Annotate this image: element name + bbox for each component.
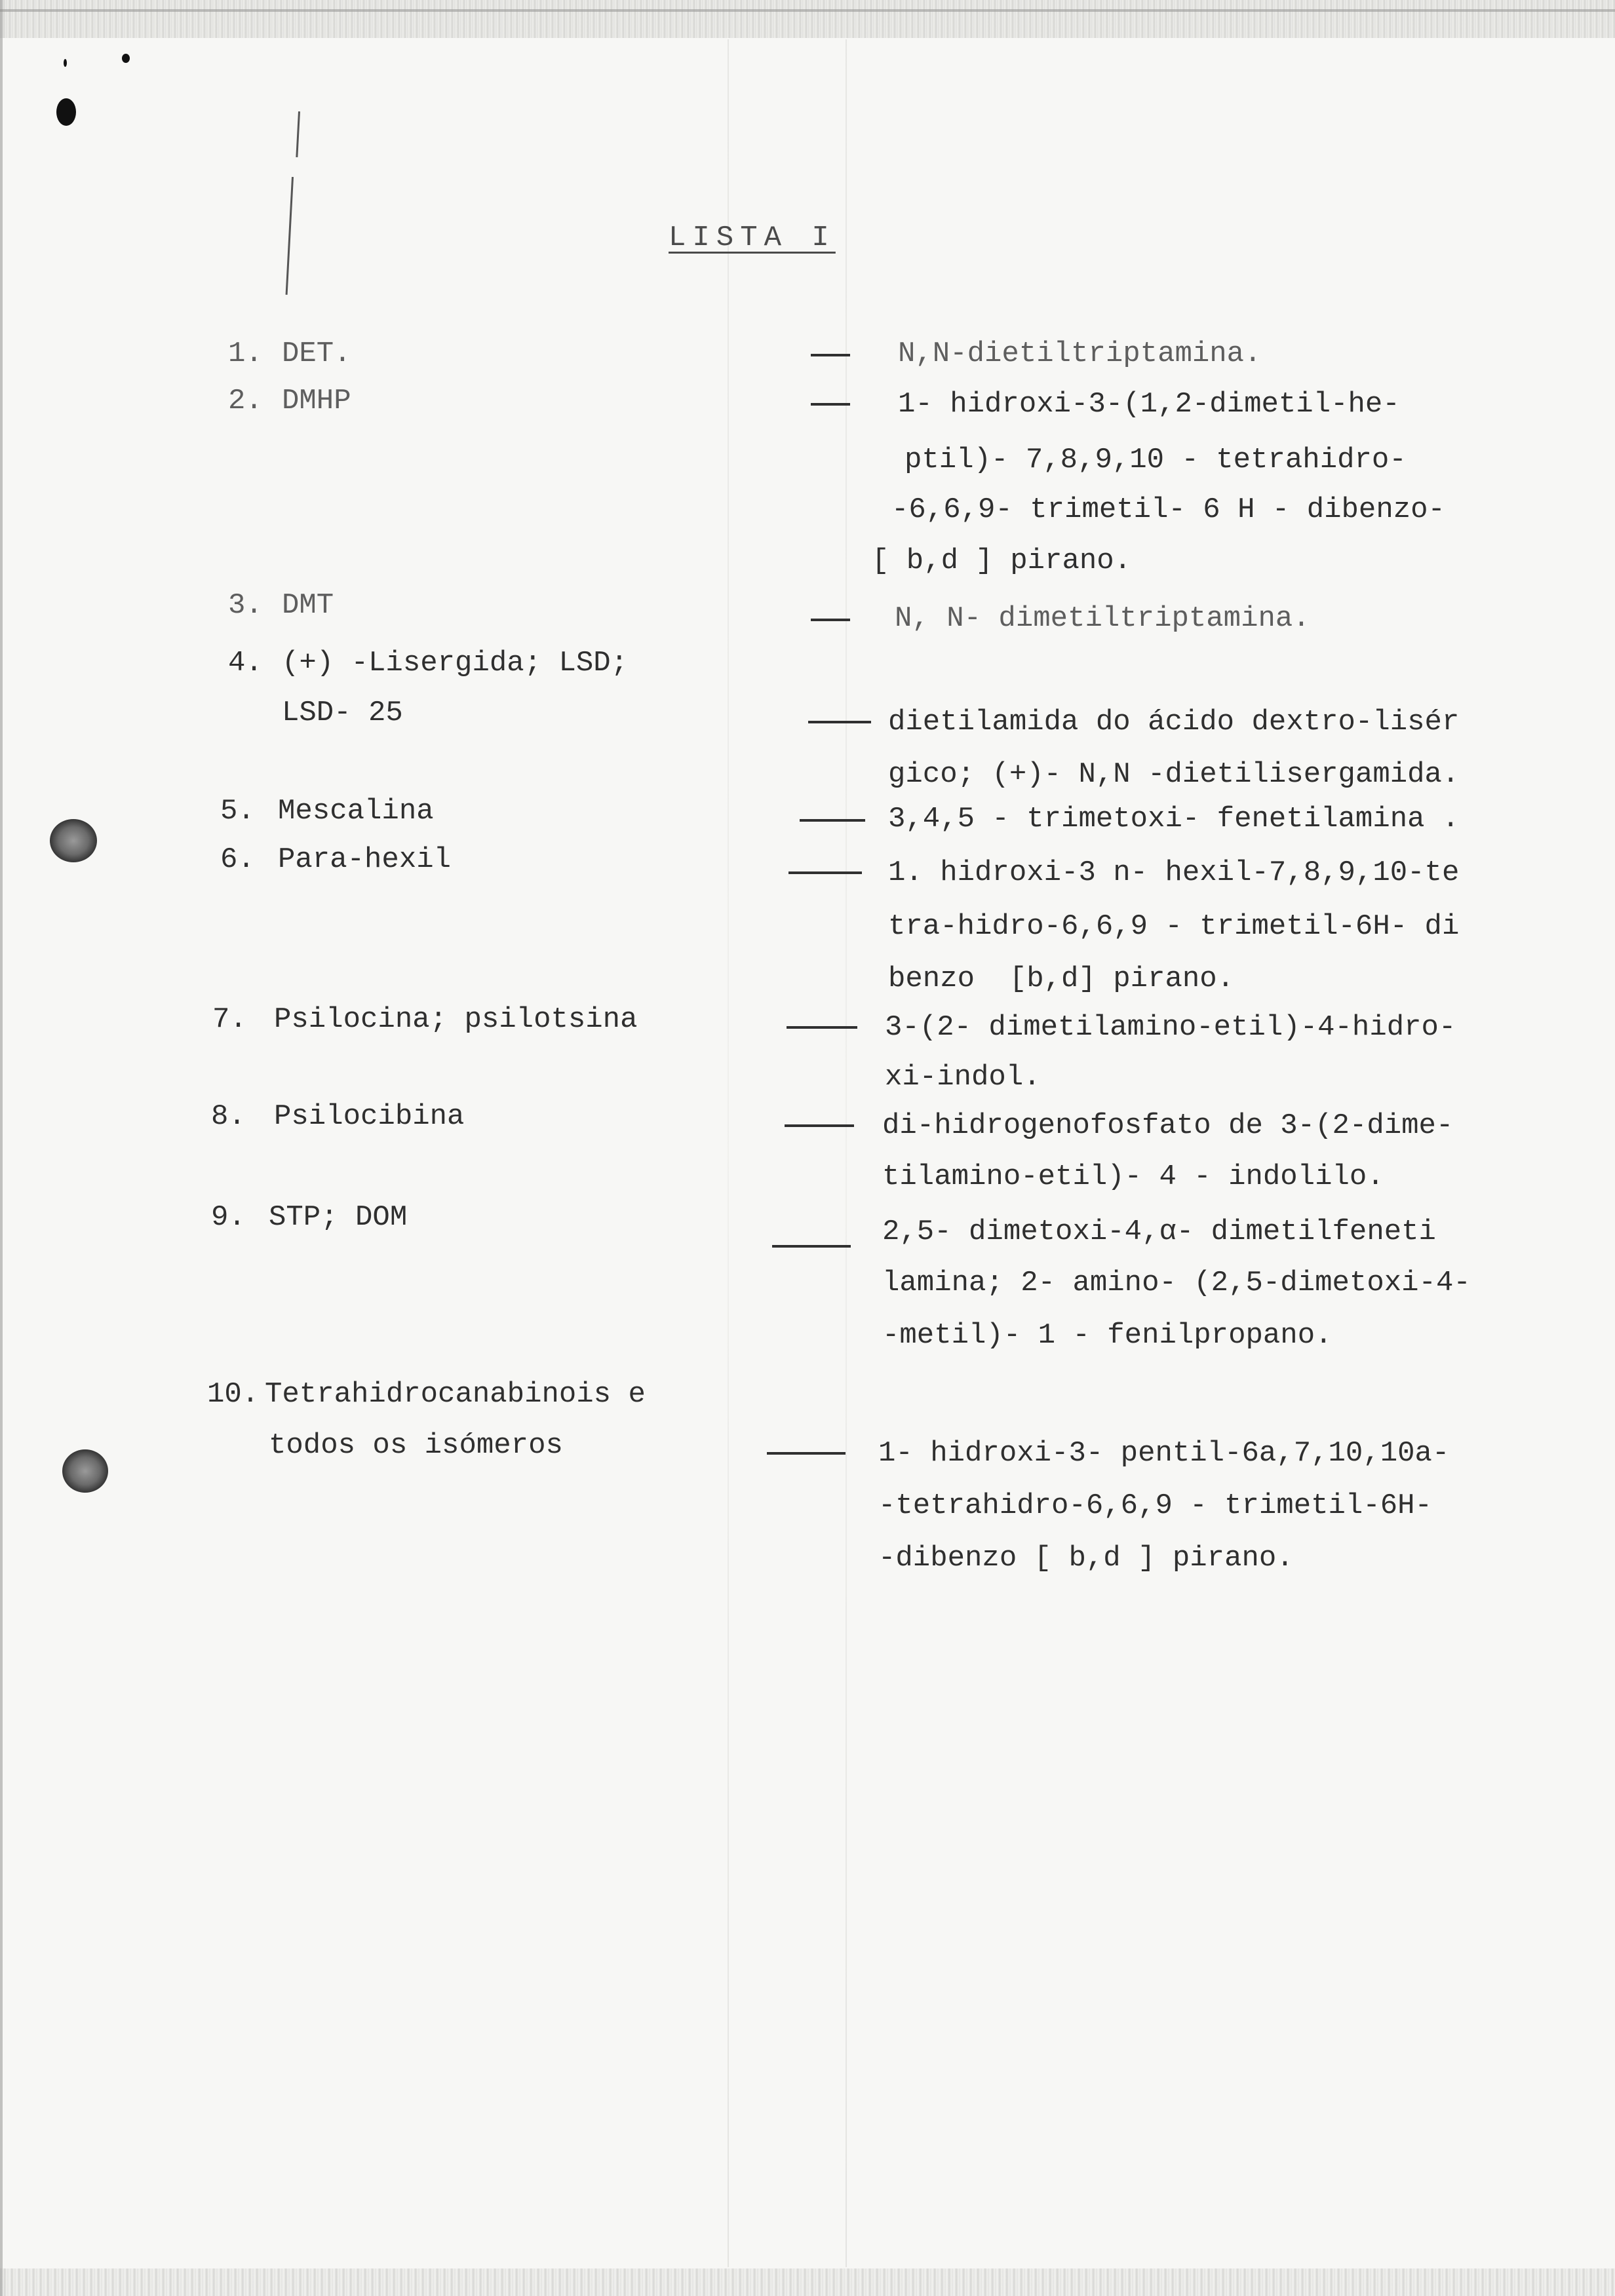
chemical-name: dietilamida do ácido dextro-lisér (888, 706, 1460, 738)
entry-number: 9. (211, 1201, 246, 1234)
chemical-name: di-hidrogenofosfato de 3-(2-dime- (882, 1109, 1454, 1142)
entry-number: 7. (212, 1003, 247, 1036)
page-title: LISTA I (669, 221, 836, 254)
chemical-name: -dibenzo [ b,d ] pirano. (878, 1542, 1294, 1575)
entry-number: 4. (228, 647, 263, 679)
entry-name: Para-hexil (278, 843, 452, 876)
chemical-name: gico; (+)- N,N -dietilisergamida. (888, 758, 1460, 791)
entry-dash (811, 403, 850, 406)
page-fold-line (846, 39, 847, 2267)
chemical-name: tilamino-etil)- 4 - indolilo. (882, 1160, 1384, 1193)
scan-border-bottom (0, 2268, 1615, 2296)
entry-name: DMT (282, 589, 334, 622)
page-fold-line (728, 39, 729, 2267)
chemical-name: benzo [b,d] pirano. (888, 963, 1235, 995)
chemical-name: tra-hidro-6,6,9 - trimetil-6H- di (888, 910, 1460, 943)
chemical-name: 1- hidroxi-3-(1,2-dimetil-he- (898, 388, 1400, 421)
chemical-name: lamina; 2- amino- (2,5-dimetoxi-4- (882, 1267, 1471, 1299)
entry-number: 5. (220, 795, 255, 828)
pen-mark (286, 177, 294, 295)
entry-dash (811, 354, 850, 356)
chemical-name: [ b,d ] pirano. (872, 545, 1132, 577)
chemical-name: -6,6,9- trimetil- 6 H - dibenzo- (891, 493, 1445, 526)
entry-name: DET. (282, 337, 351, 370)
scan-edge-line (0, 9, 1615, 12)
entry-number: 8. (211, 1100, 246, 1133)
chemical-name: N, N- dimetiltriptamina. (895, 602, 1310, 635)
entry-dash (811, 619, 850, 621)
entry-name: Psilocibina (274, 1100, 465, 1133)
entry-dash (785, 1124, 854, 1127)
entry-name: Mescalina (278, 795, 434, 828)
pen-mark (296, 111, 300, 157)
entry-number: 2. (228, 385, 263, 417)
chemical-name: ptil)- 7,8,9,10 - tetrahidro- (905, 444, 1407, 476)
punch-hole (50, 819, 97, 862)
chemical-name: 1- hidroxi-3- pentil-6a,7,10,10a- (878, 1437, 1450, 1470)
entry-number: 3. (228, 589, 263, 622)
entry-number: 6. (220, 843, 255, 876)
ink-blot (56, 98, 76, 126)
entry-name: LSD- 25 (282, 697, 403, 729)
entry-name: todos os isómeros (269, 1429, 563, 1462)
chemical-name: 3-(2- dimetilamino-etil)-4-hidro- (885, 1011, 1456, 1044)
entry-dash (800, 819, 865, 822)
entry-dash (788, 871, 862, 874)
chemical-name: 2,5- dimetoxi-4,α- dimetilfeneti (882, 1215, 1436, 1248)
entry-name: DMHP (282, 385, 351, 417)
entry-number: 10. (207, 1378, 260, 1411)
punch-hole (62, 1449, 108, 1493)
entry-dash (787, 1026, 857, 1029)
ink-blot (64, 59, 67, 67)
chemical-name: N,N-dietiltriptamina. (898, 337, 1262, 370)
entry-name: Tetrahidrocanabinois e (265, 1378, 646, 1411)
chemical-name: 3,4,5 - trimetoxi- fenetilamina . (888, 803, 1460, 835)
scan-border-top (0, 0, 1615, 38)
entry-name: Psilocina; psilotsina (274, 1003, 638, 1036)
ink-blot (122, 54, 130, 63)
entry-dash (808, 721, 871, 723)
chemical-name: -tetrahidro-6,6,9 - trimetil-6H- (878, 1489, 1432, 1522)
entry-name: (+) -Lisergida; LSD; (282, 647, 629, 679)
entry-dash (767, 1452, 846, 1455)
chemical-name: xi-indol. (885, 1061, 1041, 1094)
page-left-edge (0, 0, 3, 2296)
entry-dash (772, 1245, 851, 1248)
chemical-name: 1. hidroxi-3 n- hexil-7,8,9,10-te (888, 856, 1460, 889)
entry-name: STP; DOM (269, 1201, 408, 1234)
chemical-name: -metil)- 1 - fenilpropano. (882, 1319, 1333, 1352)
entry-number: 1. (228, 337, 263, 370)
